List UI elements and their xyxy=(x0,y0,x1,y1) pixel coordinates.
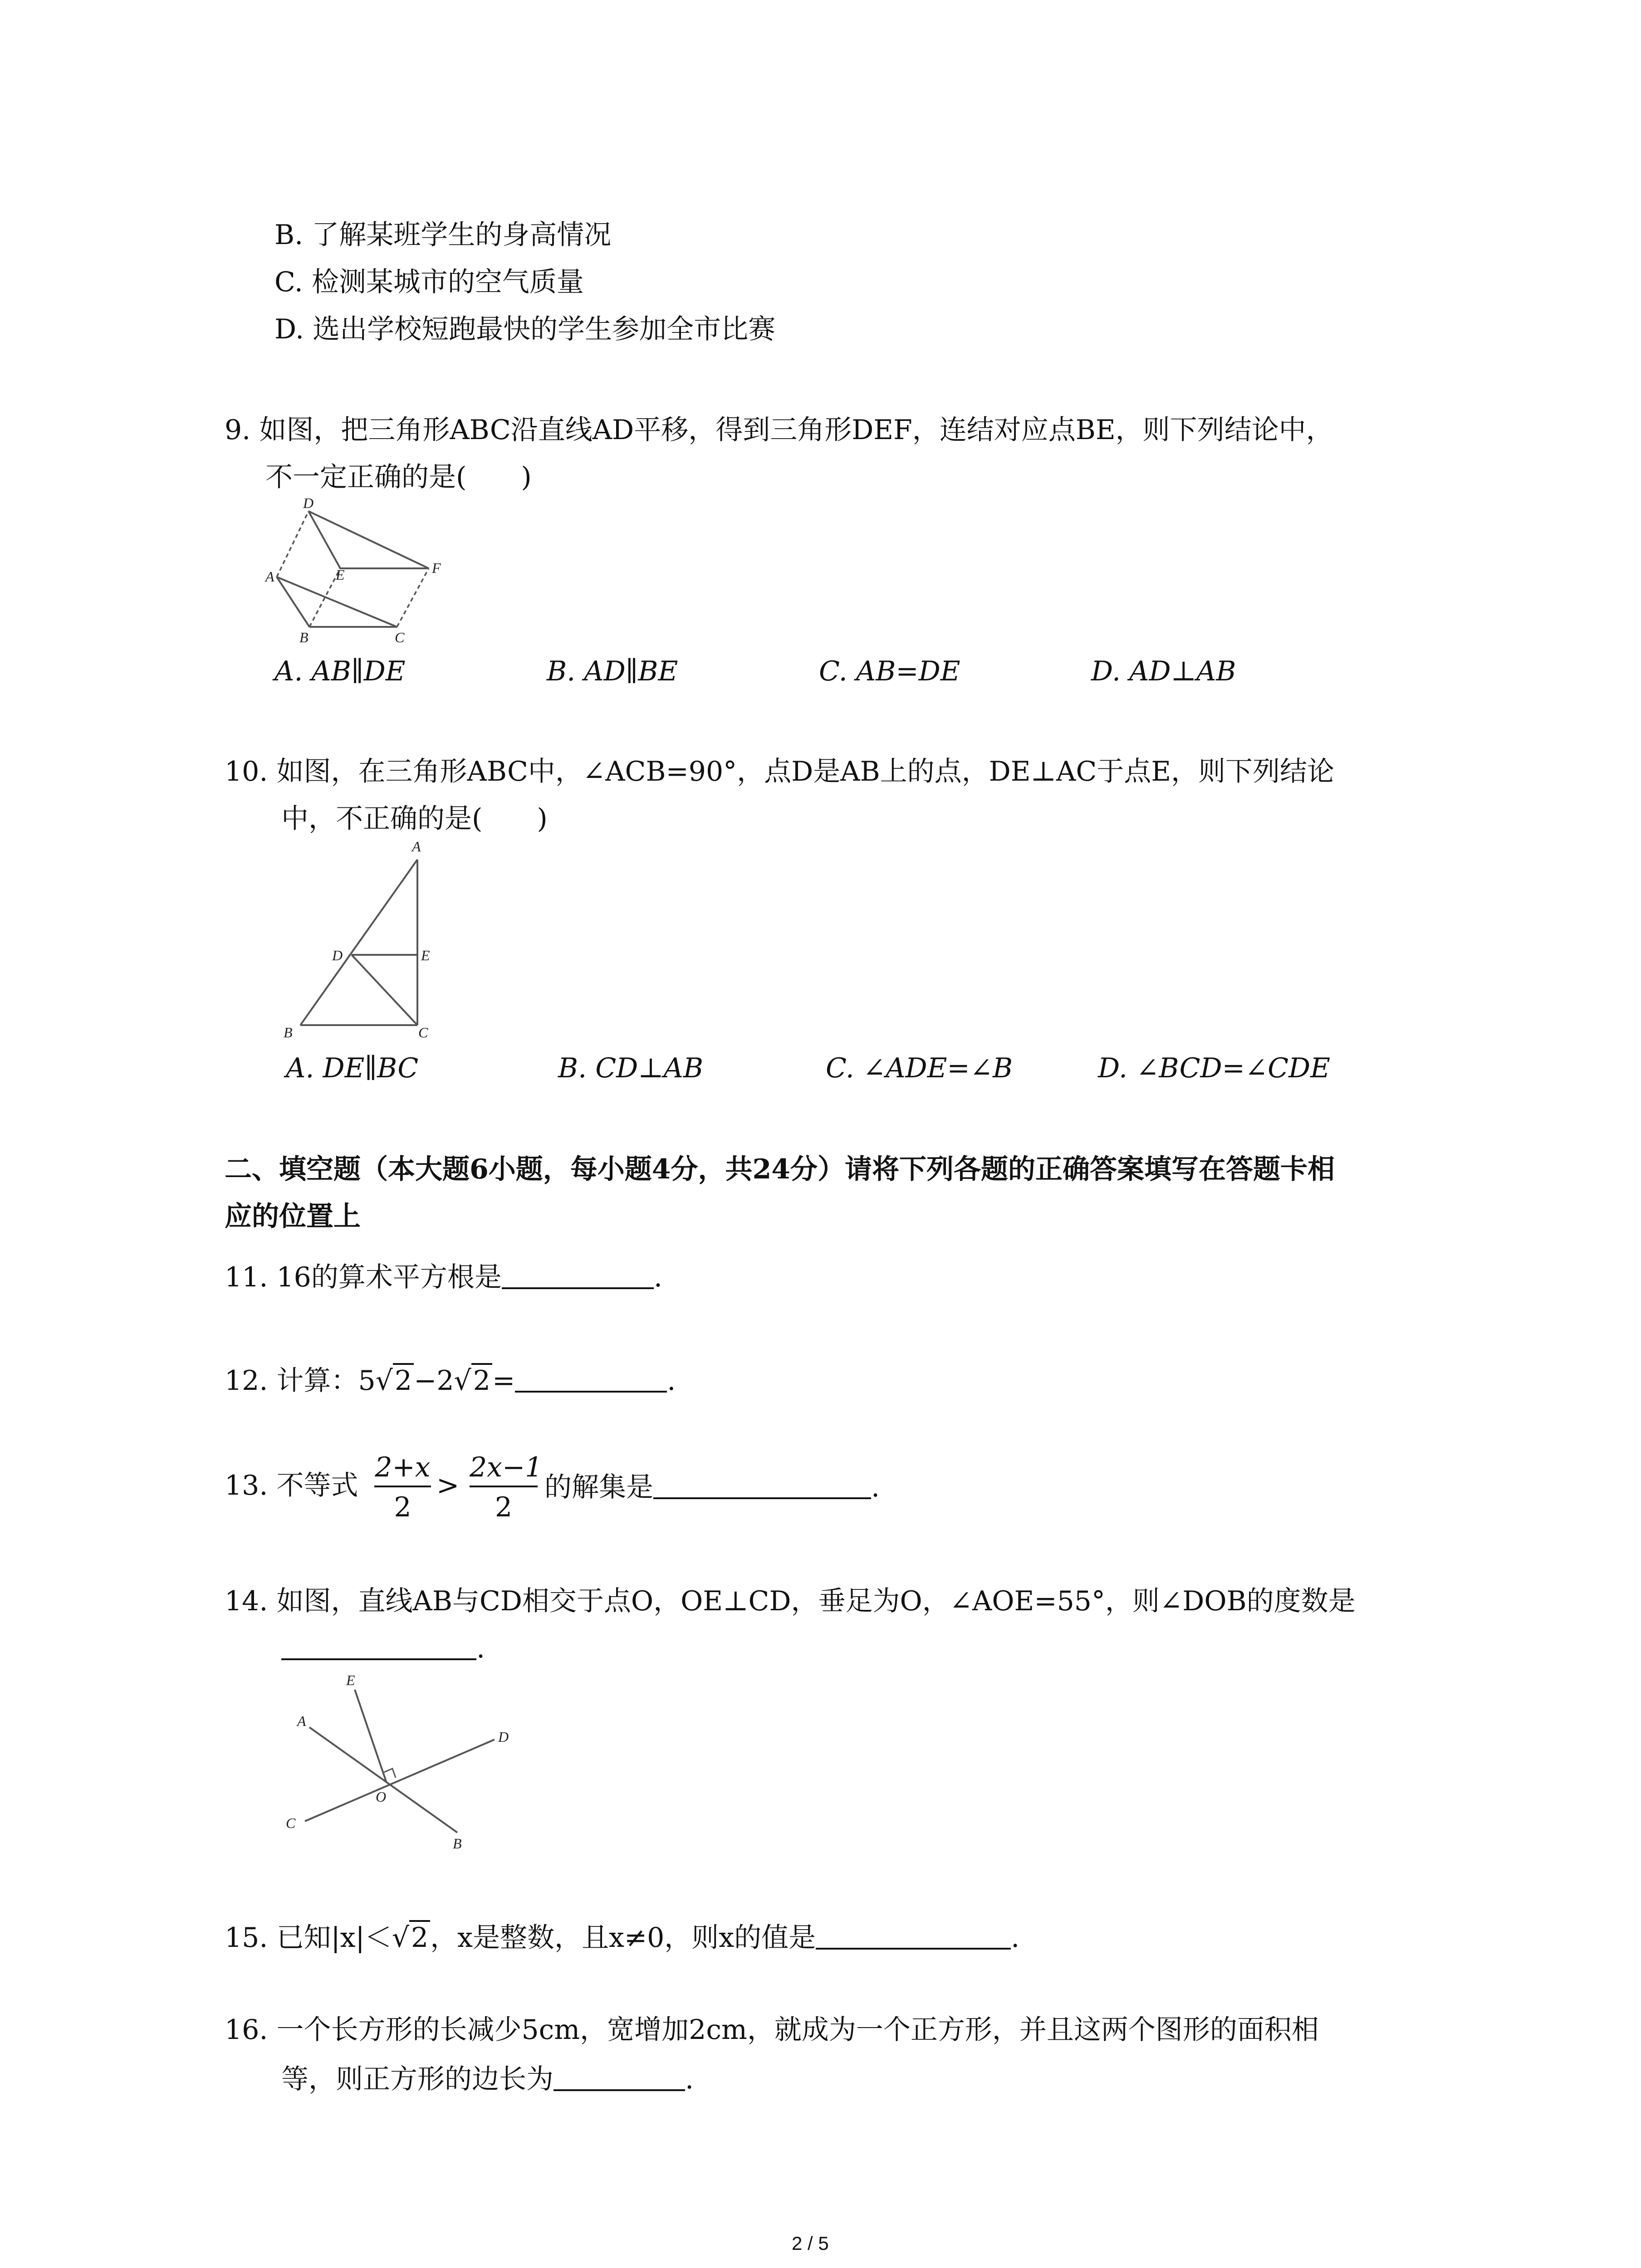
q9-stem-line1: 9. 如图，把三角形ABC沿直线AD平移，得到三角形DEF，连结对应点BE，则下列结论中， xyxy=(225,414,1333,446)
q13-prefix: 13. 不等式 xyxy=(225,1470,358,1501)
q13-denominator-2: 2 xyxy=(495,1491,513,1523)
q15-end: . xyxy=(1011,1922,1020,1954)
q14-label-d: D xyxy=(498,1729,509,1745)
q9-label-b: B xyxy=(299,629,309,645)
q9-label-f: F xyxy=(432,560,441,576)
q12-radicand-2: 2 xyxy=(471,1363,492,1397)
q13-denominator-1: 2 xyxy=(394,1491,411,1523)
q13-fraction-2 xyxy=(470,1452,543,1523)
q9-option-d: D. AD⊥AB xyxy=(1091,655,1236,687)
q12-radicand-1: 2 xyxy=(393,1363,414,1397)
q12-minus: −2 xyxy=(414,1365,454,1397)
q16-end: . xyxy=(685,2063,694,2095)
q10-option-c: C. ∠ADE=∠B xyxy=(826,1052,1013,1084)
q10-option-d: D. ∠BCD=∠CDE xyxy=(1098,1052,1330,1084)
q8-option-b: B. 了解某班学生的身高情况 xyxy=(274,219,612,251)
q11-end: . xyxy=(653,1261,662,1293)
q12-end: . xyxy=(667,1365,676,1397)
q10-label-c: C xyxy=(418,1024,428,1041)
q9-segment-df xyxy=(309,511,429,568)
q14-line-ab xyxy=(309,1727,457,1833)
q14-line-cd xyxy=(305,1740,495,1821)
q14-label-o: O xyxy=(376,1789,387,1805)
q13-end: . xyxy=(871,1471,880,1503)
q9-label-c: C xyxy=(395,629,405,645)
q10-stem-line1: 10. 如图，在三角形ABC中，∠ACB=90°，点D是AB上的点，DE⊥AC于点E，则下列结论 xyxy=(225,756,1335,787)
q12 xyxy=(225,1365,676,1397)
q15-answer-blank[interactable] xyxy=(816,1922,1011,1950)
q14-label-c: C xyxy=(286,1815,296,1831)
q9-figure xyxy=(265,495,449,649)
q10-label-d: D xyxy=(332,947,343,963)
q10-stem-line2: 中，不正确的是( ) xyxy=(281,803,548,835)
q10-option-b: B. CD⊥AB xyxy=(558,1052,704,1084)
q11-text: 11. 16的算术平方根是 xyxy=(225,1261,502,1293)
q9-label-d: D xyxy=(303,495,314,511)
q9-option-a: A. AB∥DE xyxy=(274,655,406,687)
q9-option-b: B. AD∥BE xyxy=(547,655,678,687)
q13-answer-blank[interactable] xyxy=(653,1472,871,1499)
q10-option-a: A. DE∥BC xyxy=(286,1052,419,1084)
section2-heading-line2: 应的位置上 xyxy=(225,1201,361,1232)
q15 xyxy=(225,1922,1020,1954)
q14-label-e: E xyxy=(346,1672,355,1688)
q9-stem-line2: 不一定正确的是( ) xyxy=(265,461,532,493)
q9-segment-de xyxy=(309,511,340,568)
q14-answer-blank[interactable] xyxy=(281,1633,476,1660)
q9-label-e: E xyxy=(336,567,345,583)
q10-label-b: B xyxy=(284,1024,293,1041)
q12-radical-2: √2 xyxy=(454,1363,492,1397)
q16-answer-blank[interactable] xyxy=(554,2064,685,2091)
q15-suffix: ，x是整数，且x≠0，则x的值是 xyxy=(430,1922,816,1954)
section2-heading-line1: 二、填空题（本大题6小题，每小题4分，共24分）请将下列各题的正确答案填写在答题卡相 xyxy=(225,1154,1335,1185)
q15-prefix: 15. 已知|x|＜ xyxy=(225,1922,392,1954)
q12-radical-1: √2 xyxy=(376,1363,414,1397)
q9-label-a: A xyxy=(265,568,274,585)
q13-tail xyxy=(544,1472,880,1501)
q13-numerator-1: 2+x xyxy=(374,1454,431,1487)
q10-figure xyxy=(277,838,449,1046)
q8-option-c: C. 检测某城市的空气质量 xyxy=(274,266,584,298)
q9-segment-ad-dashed xyxy=(277,511,309,577)
q15-radicand: 2 xyxy=(409,1920,430,1954)
page-number: 2 / 5 xyxy=(792,2233,829,2254)
q14-stem-line1: 14. 如图，直线AB与CD相交于点O，OE⊥CD，垂足为O，∠AOE=55°，则∠DOB的度数是 xyxy=(225,1585,1356,1617)
q9-segment-cf-dashed xyxy=(397,568,429,627)
q13-fraction-1 xyxy=(374,1454,431,1521)
q16-text: 等，则正方形的边长为 xyxy=(281,2063,554,2095)
q12-answer-blank[interactable] xyxy=(515,1365,667,1393)
q11-answer-blank[interactable] xyxy=(502,1262,654,1289)
q8-option-d: D. 选出学校短跑最快的学生参加全市比赛 xyxy=(274,313,776,345)
q9-segment-ac xyxy=(277,577,397,627)
q10-segment-dc xyxy=(352,955,417,1025)
q14-stem-line2 xyxy=(281,1633,485,1662)
q13-numerator-2: 2x−1 xyxy=(470,1454,538,1487)
q14-label-a: A xyxy=(297,1713,306,1729)
q11 xyxy=(225,1262,662,1291)
q14-ray-oe xyxy=(355,1690,387,1783)
q13-suffix: 的解集是 xyxy=(544,1471,653,1503)
q13-operator: > xyxy=(436,1470,460,1501)
q12-prefix: 12. 计算：5 xyxy=(225,1365,376,1397)
q12-equals: = xyxy=(492,1365,515,1397)
q15-radical: √2 xyxy=(392,1920,430,1954)
q10-label-e: E xyxy=(421,947,430,963)
q14-end: . xyxy=(476,1633,485,1664)
q16-stem-line1: 16. 一个长方形的长减少5cm，宽增加2cm，就成为一个正方形，并且这两个图形的面积相 xyxy=(225,2014,1319,2046)
q9-option-c: C. AB=DE xyxy=(819,655,960,687)
q14-figure xyxy=(272,1674,526,1855)
q10-label-a: A xyxy=(412,838,421,855)
q16-stem-line2 xyxy=(281,2064,694,2093)
q10-segment-ab xyxy=(300,860,417,1025)
q14-label-b: B xyxy=(453,1835,462,1852)
